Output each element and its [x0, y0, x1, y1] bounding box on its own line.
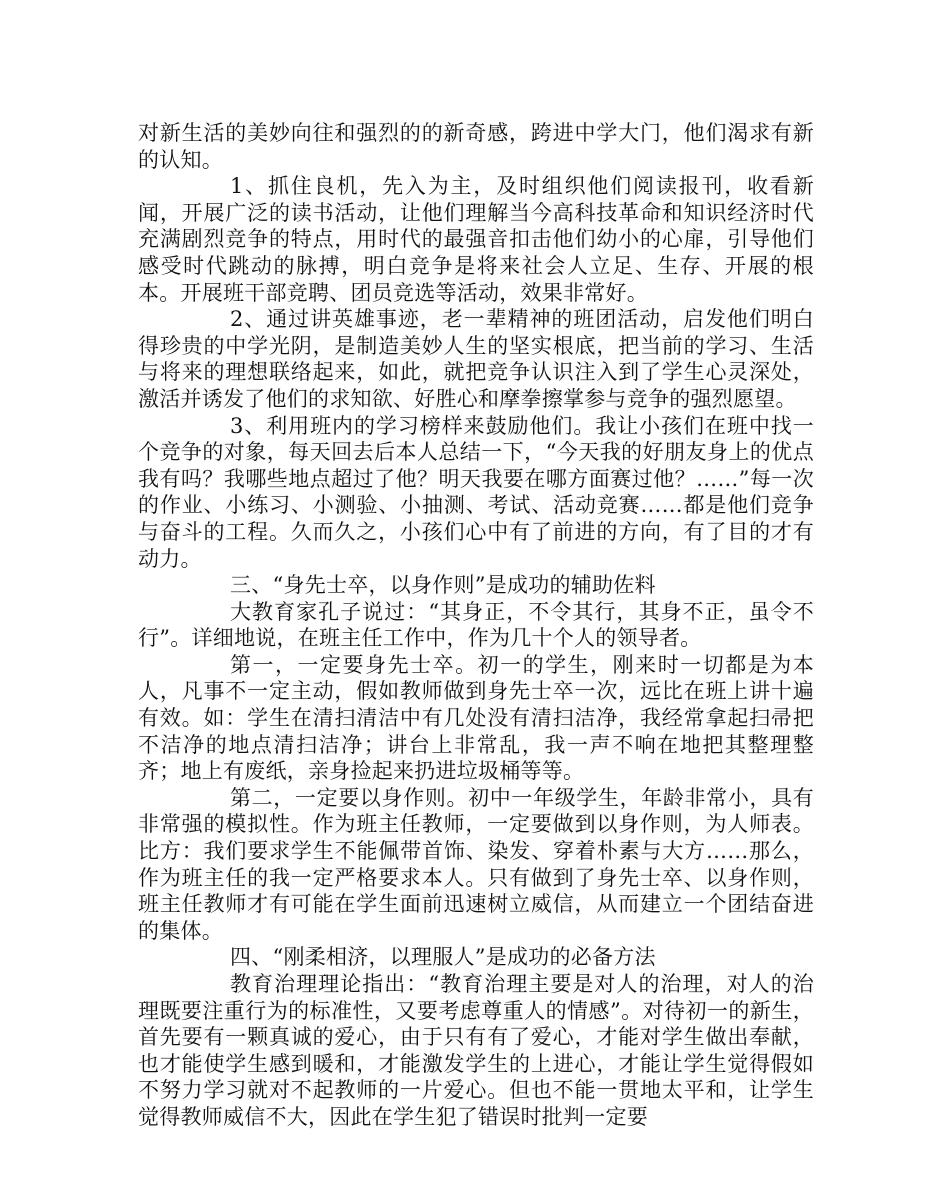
section-heading: 三、“身先士卒，以身作则”是成功的辅助佐料 [230, 573, 656, 598]
paragraph: 对新生活的美妙向往和强烈的的新奇感，跨进中学大门，他们渴求有新的认知。 [138, 121, 814, 172]
paragraph: 大教育家孔子说过：“其身正，不令其行，其身不正，虽令不行”。详细地说，在班主任工作中，作为几十个人的领导者。 [138, 599, 814, 651]
paragraph: 2、通过讲英雄事迹，老一辈精神的班团活动，启发他们明白得珍贵的中学光阴，是制造美妙人生的坚实根底，把当前的学习、生活与将来的理想联络起来，如此，就把竞争认识注入到了学生心灵深处，激活并诱发了他们的求知欲、好胜心和摩拳擦掌参与竞争的强烈愿望。 [138, 307, 814, 411]
paragraph: 教育治理理论指出：“教育治理主要是对人的治理，对人的治理既要注重行为的标准性，又要考虑尊重人的情感”。对待初一的新生，首先要有一颗真诚的爱心，由于只有有了爱心，才能对学生做出奉献，也才能使学生感到暖和，才能激发学生的上进心，才能让学生觉得假如不努力学习就对不起教师的一片爱心。但也不能一贯地太平和，让学生觉得教师威信不大，因此在学生犯了错误时批判一定要 [138, 972, 814, 1129]
paragraph: 1、抓住良机，先入为主，及时组织他们阅读报刊，收看新闻，开展广泛的读书活动，让他们理解当今高科技革命和知识经济时代充满剧烈竞争的特点，用时代的最强音扣击他们幼小的心扉，引导他们感受时代跳动的脉搏，明白竞争是将来社会人立足、生存、开展的根本。开展班干部竞聘、团员竞选等活动，效果非常好。 [138, 174, 814, 305]
paragraph: 第一，一定要身先士卒。初一的学生，刚来时一切都是为本人，凡事不一定主动，假如教师做到身先士卒一次，远比在班上讲十遍有效。如：学生在清扫清洁中有几处没有清扫洁净，我经常拿起扫帚把不洁净的地点清扫洁净；讲台上非常乱，我一声不响在地把其整理整齐；地上有废纸，亲身捡起来扔进垃圾桶等等。 [138, 652, 814, 784]
paragraph: 第二，一定要以身作则。初中一年级学生，年龄非常小，具有非常强的模拟性。作为班主任教师，一定要做到以身作则，为人师表。比方：我们要求学生不能佩带首饰、染发、穿着朴素与大方……那么，作为班主任的我一定严格要求本人。只有做到了身先士卒、以身作则，班主任教师才有可能在学生面前迅速树立威信，从而建立一个团结奋进的集体。 [138, 785, 814, 943]
document-body [138, 120, 814, 1131]
paragraph: 3、利用班内的学习榜样来鼓励他们。我让小孩们在班中找一个竞争的对象，每天回去后本人总结一下，“今天我的好朋友身上的优点我有吗？我哪些地点超过了他？明天我要在哪方面赛过他？……”每一次的作业、小练习、小测验、小抽测、考试、活动竞赛……都是他们竞争与奋斗的工程。久而久之，小孩们心中有了前进的方向，有了目的才有动力。 [138, 413, 814, 571]
section-heading: 四、“刚柔相济，以理服人”是成功的必备方法 [230, 945, 656, 970]
